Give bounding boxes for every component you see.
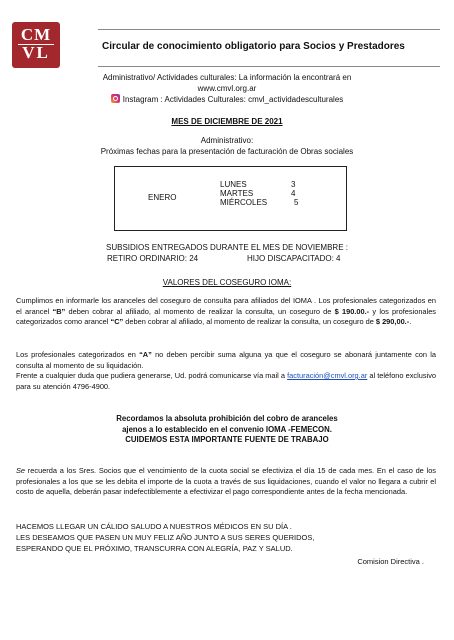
text-run: no deben percibir suma alguna ya que el coseguro se abonará juntamente con la consulta al momento de su liquidación.	[16, 350, 436, 370]
amount-c: $ 290,00.-	[375, 317, 410, 326]
text-run: al teléfono exclusivo para su atención 4796-4900.	[16, 371, 437, 391]
notice-line: ajenos a lo establecido en el convenio IOMA -FEMECON.	[122, 424, 332, 434]
subsidy-retiro: RETIRO ORDINARIO: 24	[107, 254, 199, 263]
website-link[interactable]: www.cmvl.org.ar	[197, 84, 257, 93]
month-heading: MES DE DICIEMBRE DE 2021	[171, 117, 283, 126]
schedule-day: MARTES	[220, 189, 254, 198]
closing-greeting	[16, 522, 314, 554]
admin-subheading: Próximas fechas para la presentación de facturación de Obras sociales	[100, 147, 354, 156]
notice-line: Recordamos la absoluta prohibición del cobro de aranceles	[116, 414, 338, 423]
billing-dates-box	[114, 166, 347, 231]
instagram-icon	[111, 94, 120, 103]
email-link[interactable]: facturación@cmvl.org.ar	[287, 371, 368, 380]
schedule-table	[220, 180, 298, 207]
closing-line: HACEMOS LLEGAR UN CÁLIDO SALUDO A NUESTROS MÉDICOS EN SU DÍA .	[16, 522, 292, 531]
instagram-line	[0, 94, 454, 105]
instagram-text: Instagram : Actividades Culturales: cmvl_actividadesculturales	[122, 95, 344, 104]
signature: Comision Directiva .	[357, 557, 424, 566]
text-run: Se	[16, 466, 26, 475]
amount-b: $ 190.00.-	[334, 306, 370, 316]
coseguro-paragraph	[16, 296, 436, 328]
category-a: “A”	[139, 350, 152, 359]
admin-heading: Administrativo:	[200, 136, 254, 145]
admin-info-line: Administrativo/ Actividades culturales: La información la encontrará en	[102, 73, 352, 82]
coseguro-heading: VALORES DEL COSEGURO IOMA:	[162, 278, 292, 287]
subsidy-hijo: HIJO DISCAPACITADO: 4	[247, 254, 341, 263]
schedule-row	[220, 180, 298, 189]
page-title: Circular de conocimiento obligatorio para Socios y Prestadores	[102, 41, 405, 52]
notice-line: CUIDEMOS ESTA IMPORTANTE FUENTE DE TRABAJO	[125, 435, 329, 444]
logo-divider	[18, 44, 54, 45]
closing-line: LES DESEAMOS QUE PASEN UN MUY FELIZ AÑO JUNTO A SUS SERES QUERIDOS,	[16, 532, 315, 542]
category-a-paragraph	[16, 350, 436, 392]
header-bottom-rule	[98, 66, 440, 67]
schedule-month: ENERO	[148, 193, 177, 202]
cmvl-logo	[12, 22, 60, 68]
category-c: “C”	[110, 317, 124, 326]
text-run: .	[409, 317, 412, 326]
prohibition-notice	[0, 414, 454, 446]
text-run: deben cobrar al afiliado, al momento de realizar la consulta, un coseguro de	[123, 317, 376, 326]
dues-paragraph	[16, 466, 436, 498]
header-top-rule	[98, 29, 440, 30]
closing-line: ESPERANDO QUE EL PRÓXIMO, TRANSCURRA CON ALEGRÍA, PAZ Y SALUD.	[16, 543, 293, 553]
category-b: “B”	[52, 306, 66, 316]
schedule-row	[220, 198, 298, 207]
subsidies-heading: SUBSIDIOS ENTREGADOS DURANTE EL MES DE NOVIEMBRE :	[106, 243, 348, 252]
schedule-day: MIÉRCOLES	[220, 198, 268, 207]
text-run: y los profesionales categorizados como arancel	[16, 306, 436, 326]
text-run: Frente a cualquier duda que pudiera generarse, Ud. podrá comunicarse vía mail a	[16, 371, 288, 380]
text-run: deben cobrar al afiliado, al momento de realizar la consulta, un coseguro de	[65, 306, 335, 316]
schedule-day-number: 5	[294, 198, 299, 207]
schedule-day-number: 4	[291, 189, 296, 198]
schedule-day: LUNES	[220, 180, 247, 189]
schedule-row	[220, 189, 298, 198]
logo-line-1: CM	[20, 25, 52, 44]
schedule-day-number: 3	[291, 180, 296, 189]
text-run: Los profesionales categorizados en	[16, 350, 140, 359]
text-run: recuerda a los Sres. Socios que el vencimiento de la cuota social se efectiviza el día 15 de cada mes. En el caso de los profesionales a los que se les debita el importe de la cuota a través de sus liquidaciones, cuando el valor no llegara a cubrir el costo de aquella, deberán pasar indefectiblemente a efectivizar el pago correspondiente antes de la fecha mencionada.	[16, 466, 436, 496]
logo-line-2: VL	[22, 43, 50, 62]
text-run: Cumplimos en informarle los aranceles del coseguro de consulta para afiliados del IOMA . Los profesionales categorizados en el arancel	[16, 296, 436, 316]
